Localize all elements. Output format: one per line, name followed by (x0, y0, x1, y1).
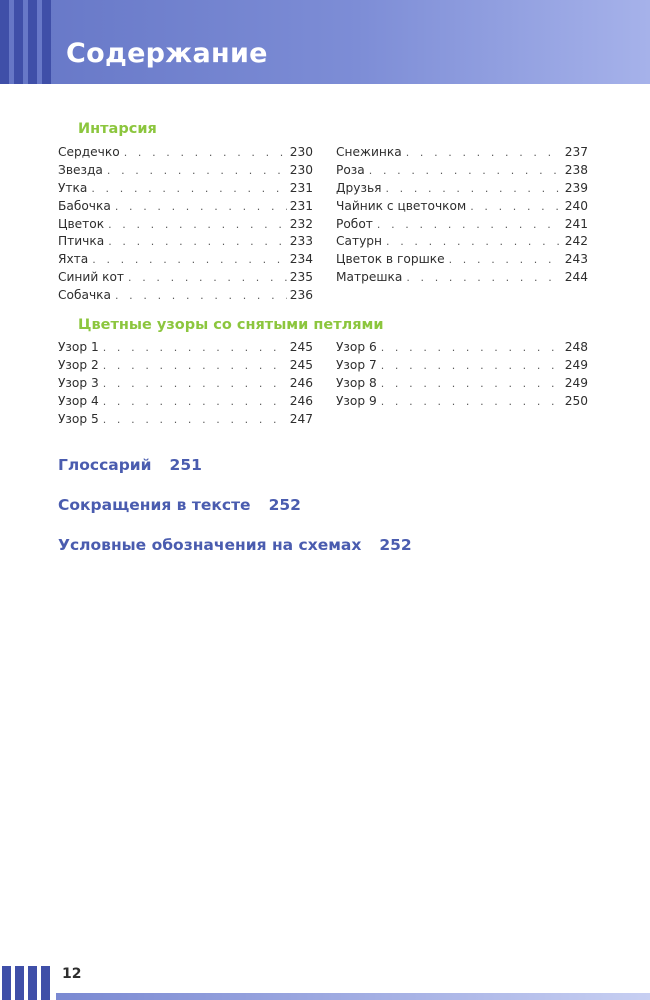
toc-entry[interactable] (58, 288, 313, 306)
toc-entry[interactable] (58, 412, 313, 430)
toc-entry[interactable] (336, 394, 588, 412)
toc-main-entry-page: 252 (268, 496, 301, 514)
toc-leader-dots (103, 341, 287, 354)
toc-entry-page: 237 (564, 145, 588, 159)
toc-entry[interactable] (58, 340, 313, 358)
toc-main-entry-page: 251 (169, 456, 202, 474)
toc-entry[interactable] (336, 145, 588, 163)
toc-entry[interactable] (336, 163, 588, 181)
toc-leader-dots (381, 359, 562, 372)
toc-leader-dots (406, 146, 562, 159)
toc-entry[interactable] (58, 234, 313, 252)
toc-entry-page: 240 (564, 198, 588, 213)
toc-entry-page: 238 (564, 162, 588, 177)
section-heading-intarsia: Интарсия (78, 121, 157, 137)
toc-leader-dots (406, 271, 561, 284)
toc-entry-page: 245 (289, 340, 313, 354)
toc-leader-dots (124, 146, 287, 159)
toc-entry-label: Узор 7 (336, 357, 377, 372)
header-stripe (28, 0, 37, 84)
header-stripe (14, 0, 23, 84)
toc-entry-label: Узор 5 (58, 411, 99, 426)
toc-entry-label: Роза (336, 162, 365, 177)
toc-leader-dots (103, 359, 287, 372)
toc-main-entry-glossary[interactable] (58, 456, 202, 474)
toc-entry-label: Матрешка (336, 270, 403, 285)
toc-main-entry-label: Сокращения в тексте (58, 496, 251, 514)
toc-entry[interactable] (58, 252, 313, 270)
section-heading-slip-patterns: Цветные узоры со снятыми петлями (78, 317, 384, 333)
toc-entry-label: Цветок (58, 216, 105, 231)
toc-entry-label: Бабочка (58, 198, 111, 213)
toc-entry-page: 233 (289, 234, 313, 249)
toc-main-entry-label: Глоссарий (58, 456, 152, 474)
toc-leader-dots (385, 182, 561, 195)
footer-stripe (15, 966, 24, 1000)
toc-main-entry-label: Условные обозначения на схемах (58, 536, 362, 554)
toc-entry-label: Узор 1 (58, 340, 99, 354)
toc-entry-page: 249 (564, 357, 588, 372)
toc-leader-dots (103, 377, 287, 390)
toc-entry[interactable] (336, 181, 588, 199)
page-footer (0, 966, 650, 1000)
toc-entry[interactable] (58, 217, 313, 235)
toc-entry-page: 234 (289, 252, 313, 267)
toc-leader-dots (108, 218, 287, 231)
toc-entry[interactable] (58, 145, 313, 163)
toc-entry[interactable] (336, 217, 588, 235)
toc-entry-page: 249 (564, 375, 588, 390)
toc-leader-dots (108, 235, 287, 248)
toc-entry[interactable] (336, 358, 588, 376)
toc-main-entry-page: 252 (379, 536, 412, 554)
toc-leader-dots (107, 164, 287, 177)
toc-entry-label: Друзья (336, 180, 382, 195)
toc-column-right-patterns (336, 340, 588, 412)
toc-entry-page: 230 (289, 162, 313, 177)
toc-column-left-intarsia (58, 145, 313, 306)
toc-entry-page: 231 (289, 180, 313, 195)
toc-entry[interactable] (58, 163, 313, 181)
toc-leader-dots (128, 271, 287, 284)
footer-stripe (41, 966, 50, 1000)
toc-entry-label: Собачка (58, 288, 111, 303)
footer-gradient-bar (56, 993, 650, 1000)
header-stripe (0, 0, 9, 84)
header-stripe (42, 0, 51, 84)
toc-entry[interactable] (336, 376, 588, 394)
page-title: Содержание (66, 38, 268, 69)
toc-entry[interactable] (336, 234, 588, 252)
toc-entry-label: Утка (58, 180, 88, 195)
toc-leader-dots (92, 253, 286, 266)
toc-entry[interactable] (336, 252, 588, 270)
toc-entry-label: Узор 8 (336, 375, 377, 390)
toc-entry-label: Робот (336, 216, 373, 231)
toc-leader-dots (470, 200, 562, 213)
toc-entry[interactable] (336, 199, 588, 217)
toc-leader-dots (103, 413, 287, 426)
toc-entry-page: 250 (564, 393, 588, 408)
footer-stripe (28, 966, 37, 1000)
toc-main-entry-abbreviations[interactable] (58, 496, 301, 514)
toc-entry-label: Узор 6 (336, 340, 377, 354)
toc-entry-label: Узор 3 (58, 375, 99, 390)
toc-entry-page: 230 (289, 145, 313, 159)
toc-leader-dots (386, 235, 562, 248)
toc-entry-label: Узор 2 (58, 357, 99, 372)
footer-stripes (0, 966, 56, 1000)
toc-entry-page: 248 (564, 340, 588, 354)
toc-entry-label: Чайник с цветочком (336, 198, 467, 213)
header-band (0, 0, 650, 84)
header-stripes (0, 0, 60, 84)
toc-entry-label: Синий кот (58, 270, 125, 285)
toc-entry-page: 239 (564, 180, 588, 195)
toc-leader-dots (449, 253, 562, 266)
toc-entry-label: Сатурн (336, 234, 382, 249)
toc-leader-dots (115, 200, 287, 213)
toc-entry[interactable] (58, 181, 313, 199)
toc-entry[interactable] (58, 394, 313, 412)
toc-entry-page: 244 (564, 270, 588, 285)
toc-entry[interactable] (58, 358, 313, 376)
footer-stripe (2, 966, 11, 1000)
toc-entry-label: Сердечко (58, 145, 120, 159)
toc-leader-dots (381, 377, 562, 390)
toc-entry-page: 231 (289, 198, 313, 213)
toc-column-right-intarsia (336, 145, 588, 288)
toc-entry-page: 246 (289, 393, 313, 408)
toc-entry[interactable] (336, 340, 588, 358)
toc-entry-page: 245 (289, 357, 313, 372)
toc-entry[interactable] (58, 270, 313, 288)
toc-entry-page: 232 (289, 216, 313, 231)
toc-main-entry-symbols[interactable] (58, 536, 412, 554)
toc-entry-page: 241 (564, 216, 588, 231)
toc-entry[interactable] (336, 270, 588, 288)
toc-entry-page: 243 (564, 252, 588, 267)
toc-entry-label: Цветок в горшке (336, 252, 445, 267)
toc-entry-page: 246 (289, 375, 313, 390)
toc-entry-label: Узор 4 (58, 393, 99, 408)
toc-leader-dots (103, 395, 287, 408)
toc-entry-page: 235 (289, 270, 313, 285)
toc-column-left-patterns (58, 340, 313, 429)
toc-leader-dots (91, 182, 286, 195)
toc-entry[interactable] (58, 376, 313, 394)
toc-entry-page: 236 (289, 288, 313, 303)
toc-entry-label: Звезда (58, 162, 103, 177)
toc-leader-dots (381, 395, 562, 408)
toc-entry-label: Узор 9 (336, 393, 377, 408)
toc-leader-dots (381, 341, 562, 354)
toc-entry-label: Снежинка (336, 145, 402, 159)
toc-leader-dots (377, 218, 562, 231)
toc-leader-dots (369, 164, 562, 177)
toc-leader-dots (115, 289, 287, 302)
toc-entry[interactable] (58, 199, 313, 217)
toc-entry-page: 247 (289, 411, 313, 426)
toc-entry-label: Птичка (58, 234, 105, 249)
toc-entry-label: Яхта (58, 252, 89, 267)
page-number: 12 (62, 966, 82, 982)
toc-entry-page: 242 (564, 234, 588, 249)
